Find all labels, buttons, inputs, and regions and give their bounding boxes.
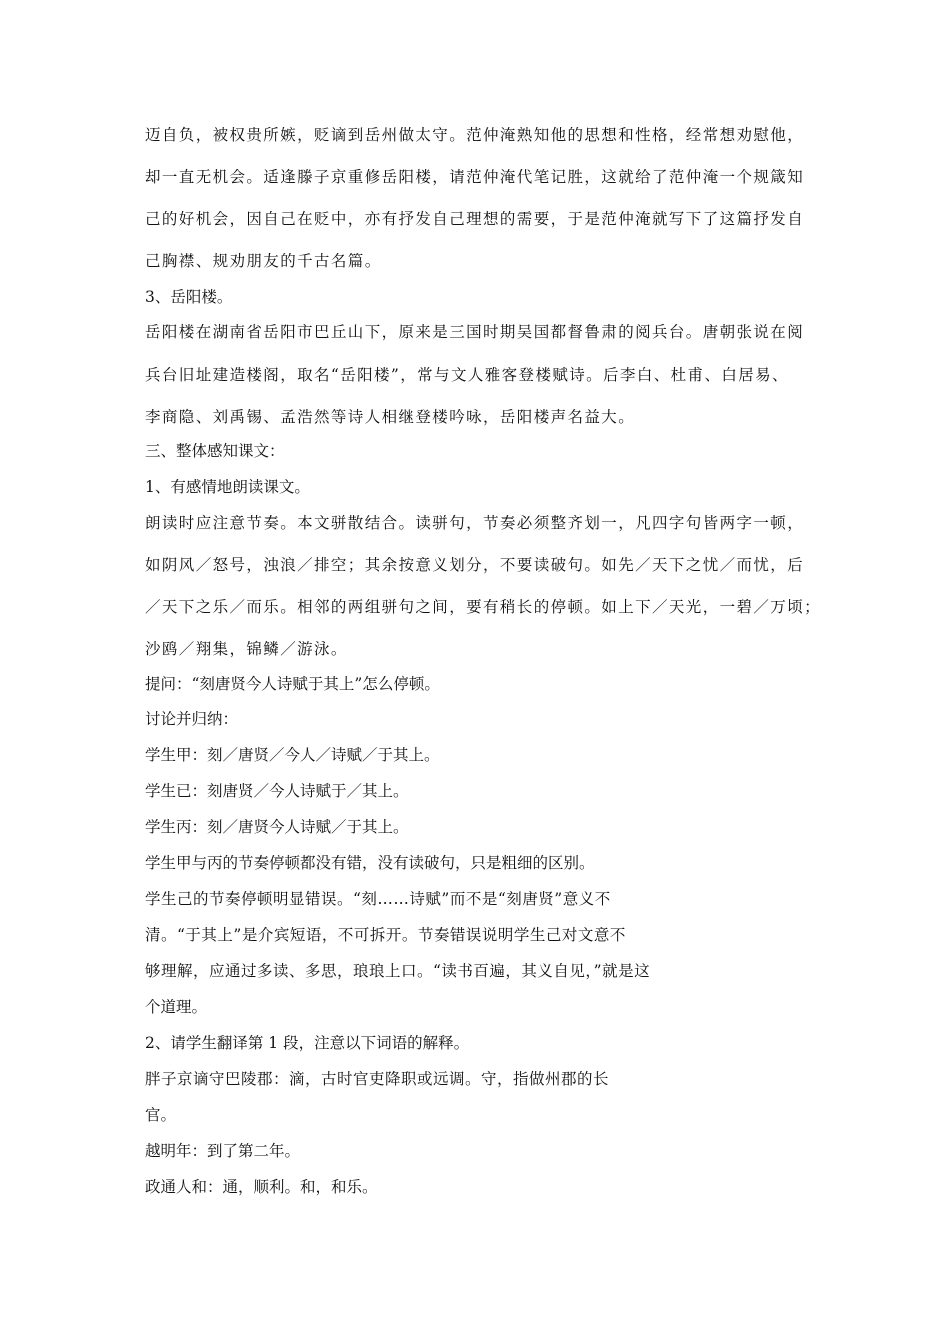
text-line: 己胸襟、规劝朋友的千古名篇。: [145, 252, 382, 270]
section-heading: 三、整体感知课文：: [145, 442, 285, 460]
text-line: 胖子京谪守巴陵郡：滴，古时官吏降职或远调。守，指做州郡的长: [145, 1070, 610, 1088]
text-line: 政通人和：通，顺利。和，和乐。: [145, 1178, 378, 1196]
text-line: 岳阳楼在湖南省岳阳市巴丘山下，原来是三国时期吴国都督鲁肃的阅兵台。唐朝张说在阅: [145, 323, 805, 341]
text-line: 却一直无机会。适逢滕子京重修岳阳楼，请范仲淹代笔记胜，这就给了范仲淹一个规箴知: [145, 168, 805, 186]
text-line: 学生甲：刻／唐贤／今人／诗赋／于其上。: [145, 746, 440, 764]
text-line: 己的好机会，因自己在贬中，亦有抒发自己理想的需要，于是范仲淹就写下了这篇抒发自: [145, 210, 805, 228]
text-line: 够理解，应通过多读、多思，琅琅上口。“读书百遍，其义自见，”就是这: [145, 962, 651, 980]
text-line: 李商隐、刘禹锡、孟浩然等诗人相继登楼吟咏，岳阳楼声名益大。: [145, 408, 636, 426]
text-line: 讨论并归纳：: [145, 710, 239, 728]
text-line: 迈自负，被权贵所嫉，贬谪到岳州做太守。范仲淹熟知他的思想和性格，经常想劝慰他，: [145, 126, 805, 144]
text-line: 学生已：刻唐贤／今人诗赋于／其上。: [145, 782, 409, 800]
section-heading: 2、请学生翻译第 1 段，注意以下词语的解释。: [145, 1034, 470, 1052]
text-line: 提问：“刻唐贤今人诗赋于其上”怎么停顿。: [145, 675, 440, 693]
text-line: 个道理。: [145, 998, 208, 1016]
text-line: 官。: [145, 1106, 177, 1124]
text-line: 朗读时应注意节奏。本文骈散结合。读骈句，节奏必须整齐划一，凡四字句皆两字一顿，: [145, 514, 805, 532]
section-heading: 1、有感情地朗读课文。: [145, 478, 310, 496]
text-line: 越明年：到了第二年。: [145, 1142, 301, 1160]
text-line: 学生甲与丙的节奏停顿都没有错，没有读破句，只是粗细的区别。: [145, 854, 595, 872]
text-line: ／天下之乐／而乐。相邻的两组骈句之间，要有稍长的停顿。如上下／天光，一碧／万顷；: [145, 598, 822, 616]
text-line: 兵台旧址建造楼阁，取名“岳阳楼”，常与文人雅客登楼赋诗。后李白、杜甫、白居易、: [145, 366, 789, 384]
text-line: 学生丙：刻／唐贤今人诗赋／于其上。: [145, 818, 409, 836]
section-heading: 3、岳阳楼。: [145, 288, 233, 306]
text-line: 学生己的节奏停顿明显错误。“刻……诗赋”而不是“刻唐贤”意义不: [145, 890, 611, 908]
text-line: 如阴风／怒号，浊浪／排空；其余按意义划分，不要读破句。如先／天下之忧／而忧，后: [145, 556, 805, 574]
text-line: 清。“于其上”是介宾短语，不可拆开。节奏错误说明学生己对文意不: [145, 926, 626, 944]
text-line: 沙鸥／翔集，锦鳞／游泳。: [145, 640, 348, 658]
